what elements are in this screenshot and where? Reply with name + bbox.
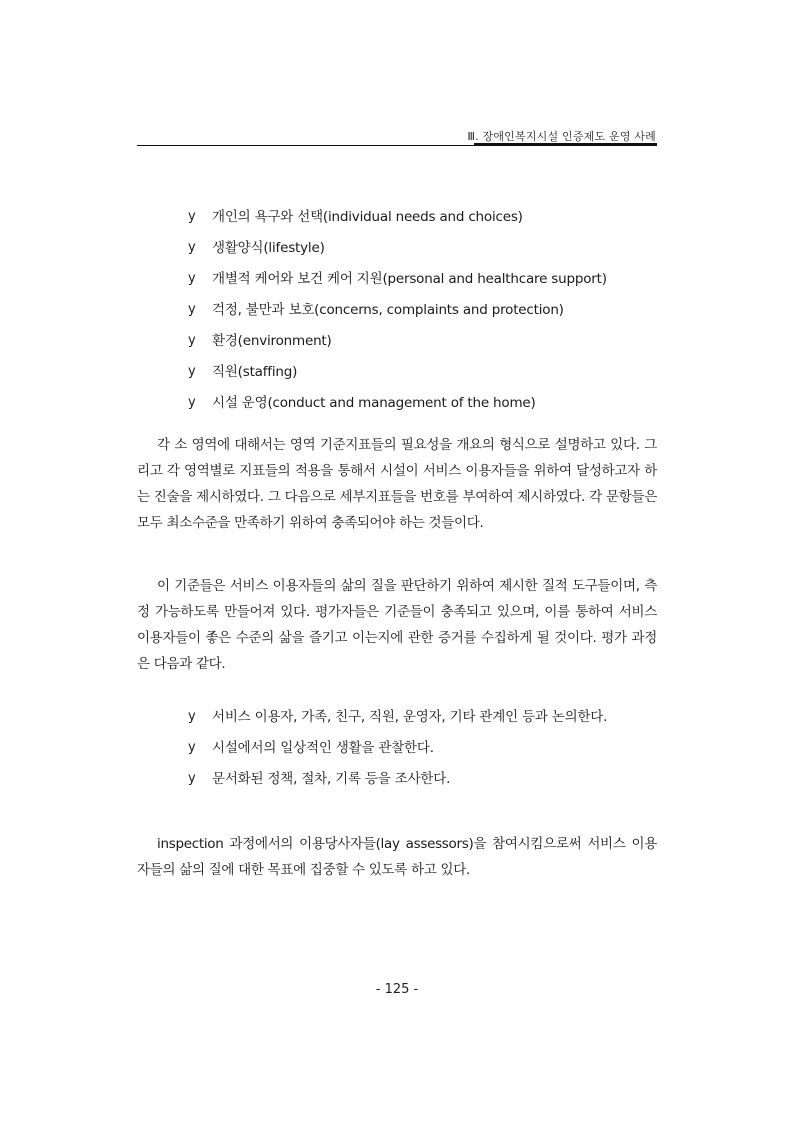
bullet-marker: y: [188, 271, 196, 286]
list-item-text: 개인의 욕구와 선택(individual needs and choices): [212, 209, 523, 225]
bullet-marker: y: [188, 364, 196, 379]
list-item: [188, 268, 660, 290]
bullet-marker: y: [188, 240, 196, 255]
list-item-text: 개별적 케어와 보건 케어 지원(personal and healthcare support): [212, 271, 607, 287]
list-item: [188, 299, 660, 321]
list-item-text: 시설 운영(conduct and management of the home): [212, 395, 536, 411]
list-item: [188, 330, 660, 352]
list-item-text: 시설에서의 일상적인 생활을 관찰한다.: [212, 740, 434, 756]
bullet-marker: y: [188, 333, 196, 348]
list-item-text: 생활양식(lifestyle): [212, 240, 325, 256]
standards-list: [188, 206, 660, 423]
bullet-marker: y: [188, 395, 196, 410]
list-item-text: 환경(environment): [212, 333, 332, 349]
running-header: Ⅲ. 장애인복지시설 인증제도 운영 사례: [467, 130, 656, 143]
bullet-marker: y: [188, 740, 196, 755]
list-item: [188, 706, 660, 728]
list-item-text: 걱정, 불만과 보호(concerns, complaints and protection): [212, 302, 564, 318]
list-item: [188, 237, 660, 259]
list-item: [188, 206, 660, 228]
process-list: [188, 706, 660, 799]
list-item-text: 문서화된 정책, 절차, 기록 등을 조사한다.: [212, 771, 451, 787]
body-paragraph: 각 소 영역에 대해서는 영역 기준지표들의 필요성을 개요의 형식으로 설명하고 있다. 그리고 각 영역별로 지표들의 적용을 통해서 시설이 서비스 이용자들을 위하여 달성하고자 하는 진술을 제시하였다. 그 다음으로 세부지표들을 번호를 부여하여 제시하였다. 각 문항들은 모두 최소수준을 만족하기 위하여 충족되어야 하는 것들이다.: [137, 437, 657, 531]
body-paragraph: 이 기준들은 서비스 이용자들의 삶의 질을 판단하기 위하여 제시한 질적 도구들이며, 측정 가능하도록 만들어져 있다. 평가자들은 기준들이 충족되고 있으며, 이를 통하여 서비스 이용자들이 좋은 수준의 삶을 즐기고 이는지에 관한 증거를 수집하게 될 것이다. 평가 과정은 다음과 같다.: [137, 578, 657, 672]
list-item-text: 서비스 이용자, 가족, 친구, 직원, 운영자, 기타 관계인 등과 논의한다.: [212, 709, 608, 725]
header-rule-accent: [474, 143, 657, 146]
bullet-marker: y: [188, 209, 196, 224]
page-number: - 125 -: [375, 982, 419, 997]
body-paragraph: inspection 과정에서의 이용당사자들(lay assessors)을 참여시킴으로써 서비스 이용자들의 삶의 질에 대한 목표에 집중할 수 있도록 하고 있다.: [137, 836, 657, 878]
bullet-marker: y: [188, 302, 196, 317]
list-item: [188, 768, 660, 790]
list-item-text: 직원(staffing): [212, 364, 298, 380]
list-item: [188, 392, 660, 414]
list-item: [188, 737, 660, 759]
bullet-marker: y: [188, 709, 196, 724]
list-item: [188, 361, 660, 383]
bullet-marker: y: [188, 771, 196, 786]
